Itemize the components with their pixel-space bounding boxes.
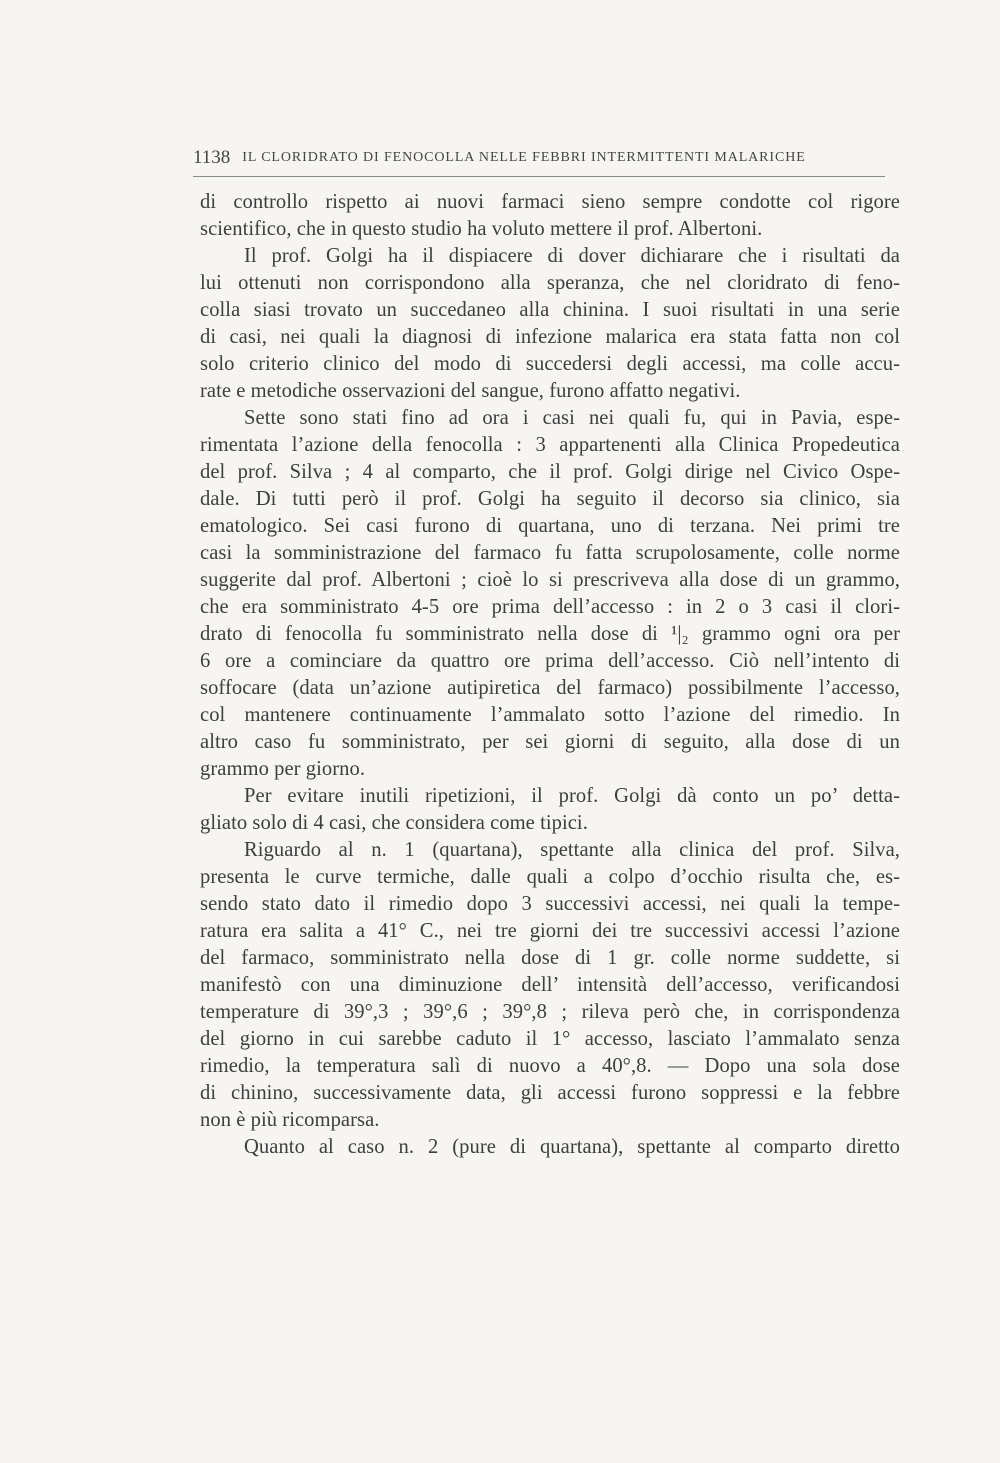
text-line: ematologico. Sei casi furono di quartana, uno di terzana. Nei primi tre bbox=[200, 515, 900, 537]
text-line: dale. Di tutti però il prof. Golgi ha seguito il decorso sia clinico, sia bbox=[200, 488, 900, 510]
running-title: IL CLORIDRATO DI FENOCOLLA NELLE FEBBRI INTERMITTENTI MALARICHE bbox=[242, 150, 806, 165]
text-line: colla siasi trovato un succedaneo alla chinina. I suoi risultati in una serie bbox=[200, 299, 900, 321]
text-line: rimentata l’azione della fenocolla : 3 appartenenti alla Clinica Propedeutica bbox=[200, 434, 900, 456]
text-line: Il prof. Golgi ha il dispiacere di dover dichiarare che i risultati da bbox=[244, 245, 900, 267]
text-line: 6 ore a cominciare da quattro ore prima dell’accesso. Ciò nell’intento di bbox=[200, 650, 900, 672]
text-line: sendo stato dato il rimedio dopo 3 successivi accessi, nei quali la tempe- bbox=[200, 893, 900, 915]
text-line: col mantenere continuamente l’ammalato sotto l’azione del rimedio. In bbox=[200, 704, 900, 726]
text-line: gliato solo di 4 casi, che considera come tipici. bbox=[200, 812, 588, 834]
text-line: di controllo rispetto ai nuovi farmaci sieno sempre condotte col rigore bbox=[200, 191, 900, 213]
text-line: di chinino, successivamente data, gli accessi furono soppressi e la febbre bbox=[200, 1082, 900, 1104]
text-line: grammo per giorno. bbox=[200, 758, 366, 780]
text-line: Per evitare inutili ripetizioni, il prof. Golgi dà conto un po’ detta- bbox=[244, 785, 900, 807]
text-line: Sette sono stati fino ad ora i casi nei quali fu, qui in Pavia, espe- bbox=[244, 407, 900, 429]
text-line: Riguardo al n. 1 (quartana), spettante alla clinica del prof. Silva, bbox=[244, 839, 900, 861]
running-header bbox=[193, 146, 885, 177]
text-line: di casi, nei quali la diagnosi di infezione malarica era stata fatta non col bbox=[200, 326, 900, 348]
text-line: drato di fenocolla fu somministrato nella dose di ¹|₂ grammo ogni ora per bbox=[200, 623, 900, 645]
text-line: non è più ricomparsa. bbox=[200, 1109, 380, 1131]
body-text bbox=[200, 189, 900, 1161]
text-line: Quanto al caso n. 2 (pure di quartana), spettante al comparto diretto bbox=[244, 1136, 900, 1158]
text-line: del giorno in cui sarebbe caduto il 1° accesso, lasciato l’ammalato senza bbox=[200, 1028, 900, 1050]
text-line: soffocare (data un’azione autipiretica del farmaco) possibilmente l’accesso, bbox=[200, 677, 900, 699]
text-line: presenta le curve termiche, dalle quali a colpo d’occhio risulta che, es- bbox=[200, 866, 900, 888]
text-line: scientifico, che in questo studio ha voluto mettere il prof. Albertoni. bbox=[200, 218, 763, 240]
text-line: solo criterio clinico del modo di succedersi degli accessi, ma colle accu- bbox=[200, 353, 900, 375]
text-line: suggerite dal prof. Albertoni ; cioè lo si prescriveva alla dose di un grammo, bbox=[200, 569, 900, 591]
text-line: manifestò con una diminuzione dell’ intensità dell’accesso, verificandosi bbox=[200, 974, 900, 996]
text-line: temperature di 39°,3 ; 39°,6 ; 39°,8 ; rileva però che, in corrispondenza bbox=[200, 1001, 900, 1023]
text-line: che era somministrato 4-5 ore prima dell’accesso : in 2 o 3 casi il clori- bbox=[200, 596, 900, 618]
text-line: casi la somministrazione del farmaco fu fatta scrupolosamente, colle norme bbox=[200, 542, 900, 564]
text-line: del farmaco, somministrato nella dose di 1 gr. colle norme suddette, si bbox=[200, 947, 900, 969]
text-line: altro caso fu somministrato, per sei giorni di seguito, alla dose di un bbox=[200, 731, 900, 753]
page-number: 1138 bbox=[193, 147, 231, 168]
text-line: rimedio, la temperatura salì di nuovo a 40°,8. — Dopo una sola dose bbox=[200, 1055, 900, 1077]
text-line: rate e metodiche osservazioni del sangue, furono affatto negativi. bbox=[200, 380, 741, 402]
text-line: del prof. Silva ; 4 al comparto, che il prof. Golgi dirige nel Civico Ospe- bbox=[200, 461, 900, 483]
text-line: ratura era salita a 41° C., nei tre giorni dei tre successivi accessi l’azione bbox=[200, 920, 900, 942]
text-line: lui ottenuti non corrispondono alla speranza, che nel cloridrato di feno- bbox=[200, 272, 900, 294]
